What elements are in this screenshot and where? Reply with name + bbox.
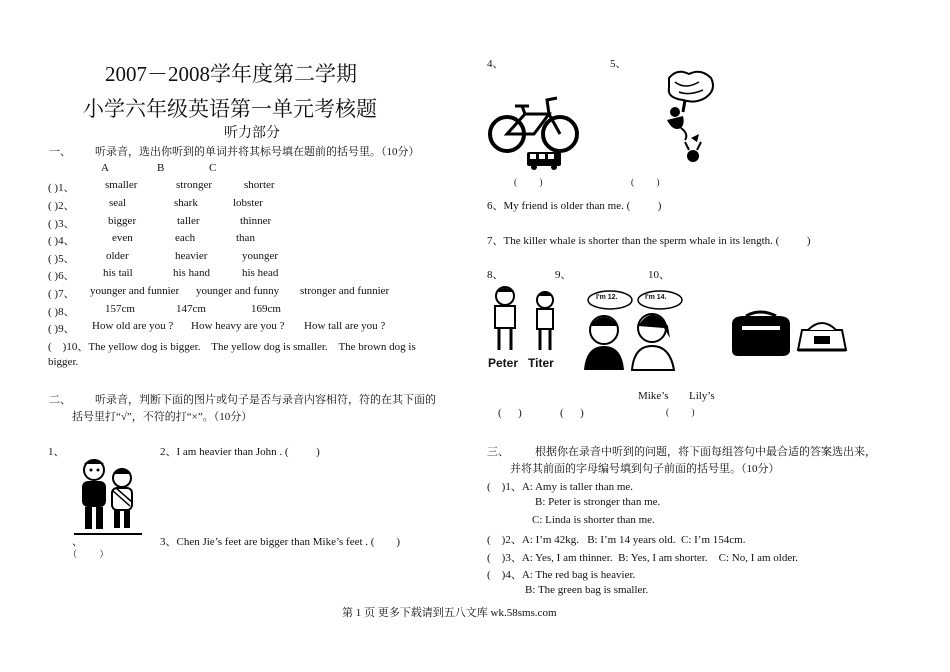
option-c: lobster (233, 197, 263, 209)
col-header-a: A (101, 162, 109, 174)
item-number: ( )4、 (48, 235, 75, 247)
option-b: 147cm (176, 303, 206, 315)
two-boys-image (72, 456, 144, 538)
part1-number: 一、 (49, 146, 71, 158)
item-number: ( )8、 (48, 306, 75, 318)
option-b: shark (174, 197, 198, 209)
mikes-label: Mike’s (638, 390, 669, 402)
option-b: heavier (175, 250, 208, 262)
option-a: smaller (105, 179, 138, 191)
lilys-label: Lily’s (689, 390, 715, 402)
option-b: How heavy are you ? (191, 320, 285, 332)
part3-instruction-1: 根据你在录音中听到的问题，将下面每组答句中最合适的答案选出来， (535, 446, 876, 458)
peter-titer-image (487, 284, 565, 356)
col-header-b: B (157, 162, 165, 174)
q10-answer-paren: ( ) (666, 407, 695, 417)
part2-instruction-1: 听录音，判断下面的图片或句子是否与录音内容相符，符的在其下面的 (95, 394, 436, 406)
item-number: ( )2、 (48, 200, 75, 212)
q4-answer-paren: ( ) (514, 177, 543, 187)
page-footer: 第 1 页 更多下载请到五八文库 wk.58sms.com (342, 607, 557, 619)
item-number: ( )3、 (48, 218, 75, 230)
speech-bubble-1: I'm 12. (596, 294, 618, 301)
q5-label: 5、 (610, 58, 627, 70)
peter-label: Peter (488, 356, 519, 370)
q4-label: 4、 (487, 58, 504, 70)
item-number: ( )1、 (48, 182, 75, 194)
option-a: even (112, 232, 133, 244)
title-line-2: 小学六年级英语第一单元考核题 (83, 97, 377, 121)
part1-instruction: 听录音，选出你听到的单词并将其标号填在题前的括号里。（10分） (95, 146, 420, 158)
q8-label: 8、 (487, 269, 504, 281)
option-a: bigger (108, 215, 137, 227)
list-item: ( )2、A: I’m 42kg. B: I’m 14 years old. C: I’m 154cm. (487, 534, 746, 546)
col-header-c: C (209, 162, 217, 174)
children-ages-image (578, 290, 696, 372)
option-a: 157cm (105, 303, 135, 315)
list-item: C: Linda is shorter than me. (532, 514, 655, 526)
option-a: seal (109, 197, 127, 209)
list-item: ( )3、A: Yes, I am thinner. B: Yes, I am shorter. C: No, I am older. (487, 552, 799, 564)
option-b: taller (177, 215, 200, 227)
q9-answer-paren: ( ) (560, 407, 584, 419)
two-bags-image (726, 310, 850, 360)
q1-mark: 、 (72, 536, 83, 548)
option-c: his head (242, 267, 279, 279)
q1-label: 1、 (48, 446, 65, 458)
list-item: ( )1、A: Amy is taller than me. (487, 481, 634, 493)
q8-answer-paren: ( ) (498, 407, 522, 419)
list-item: ( )4、A: The red bag is heavier. (487, 569, 636, 581)
option-c: stronger and funnier (300, 285, 390, 297)
part2-instruction-2: 括号里打“√”，不符的打“×”。（10分） (72, 411, 253, 423)
option-b: each (175, 232, 196, 244)
option-c: 169cm (251, 303, 281, 315)
part1-item-10-continued: bigger. (48, 356, 79, 368)
part3-number: 三、 (487, 446, 509, 458)
q3-statement: 3、Chen Jie’s feet are bigger than Mike’s feet . ( ) (160, 536, 401, 548)
option-b: stronger (176, 179, 213, 191)
q5-answer-paren: ( ) (631, 177, 660, 187)
item-number: ( )9、 (48, 323, 75, 335)
titer-label: Titer (528, 356, 554, 370)
q9-label: 9、 (555, 269, 572, 281)
option-c: than (236, 232, 255, 244)
item-number: ( )6、 (48, 270, 75, 282)
tree-monkey-image (655, 68, 717, 170)
option-a: How old are you ? (92, 320, 174, 332)
option-b: his hand (173, 267, 210, 279)
bicycle-bus-image (487, 92, 582, 170)
option-c: shorter (244, 179, 275, 191)
option-b: younger and funny (196, 285, 280, 297)
item-number: ( )5、 (48, 253, 75, 265)
part3-instruction-2: 并将其前面的字母编号填到句子前面的括号里。（10分） (510, 463, 780, 475)
list-item: B: The green bag is smaller. (525, 584, 649, 596)
option-a: younger and funnier (90, 285, 180, 297)
q2-statement: 2、I am heavier than John . ( ) (160, 446, 320, 458)
option-c: How tall are you ? (304, 320, 386, 332)
q1-answer-paren: （ ） (68, 549, 109, 559)
q10-label: 10、 (648, 269, 670, 281)
option-a: his tail (103, 267, 133, 279)
speech-bubble-2: I'm 14. (645, 294, 667, 301)
item-number: ( )7、 (48, 288, 75, 300)
option-a: older (106, 250, 129, 262)
list-item: B: Peter is stronger than me. (535, 496, 661, 508)
section-subtitle: 听力部分 (224, 126, 280, 141)
option-c: thinner (240, 215, 272, 227)
q7-statement: 7、The killer whale is shorter than the sperm whale in its length. ( ) (487, 235, 811, 247)
part2-number: 二、 (49, 394, 71, 406)
part1-item-10: ( )10、The yellow dog is bigger. The yellow dog is smaller. The brown dog is (48, 341, 416, 353)
title-line-1: 2007－2008学年度第二学期 (105, 62, 357, 86)
option-c: younger (242, 250, 279, 262)
q6-statement: 6、My friend is older than me. ( ) (487, 200, 662, 212)
